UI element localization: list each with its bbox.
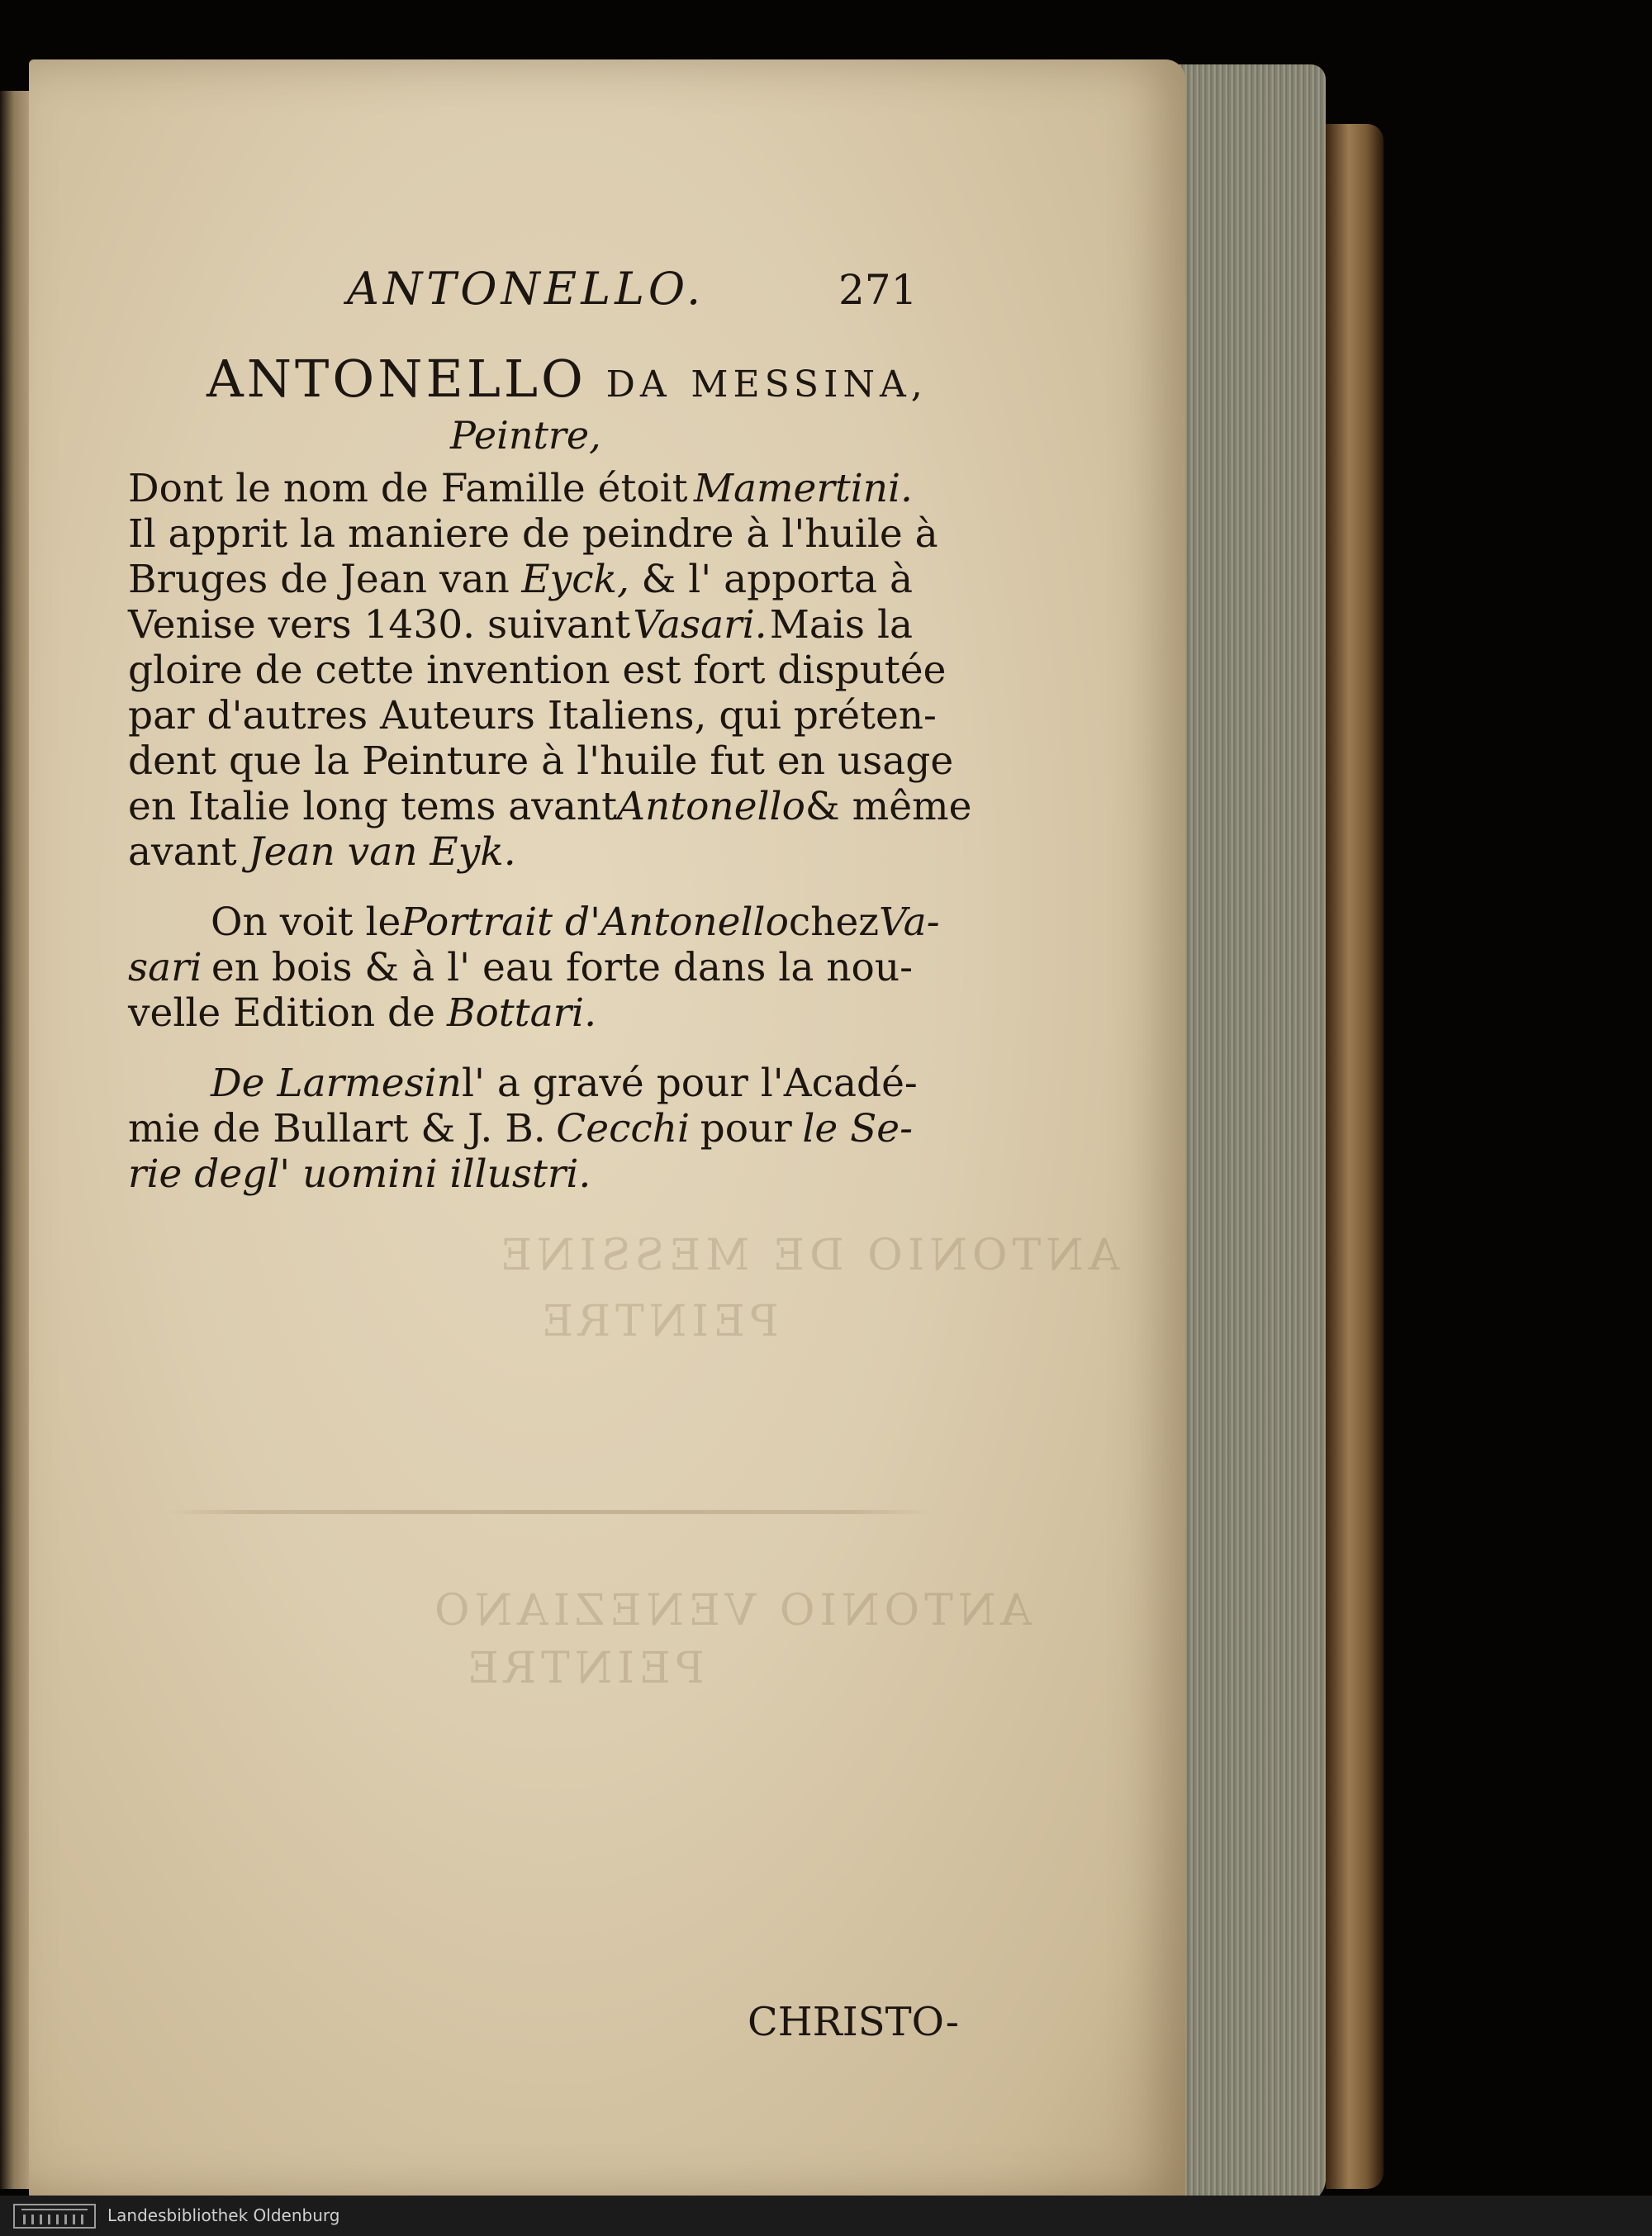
line-text: l' a gravé pour l'Acadé-: [461, 1061, 918, 1106]
line-text: en bois & à l' eau forte dans la nou-: [211, 945, 913, 990]
line-text: velle Edition de: [128, 990, 435, 1036]
line-text-italic: Jean van Eyk.: [248, 829, 516, 875]
text-line: [211, 900, 940, 945]
title-place: MESSINA,: [691, 363, 928, 406]
line-text: par d'autres Auteurs Italiens, qui préten-: [128, 693, 937, 738]
entry-title: [206, 349, 928, 409]
text-line: [128, 990, 913, 1036]
text-line: [128, 829, 913, 875]
show-through-text: ANTONIO DE MESSINE: [496, 1231, 1120, 1280]
line-text: & même: [805, 784, 972, 829]
book-cover-edge: [1326, 124, 1384, 2189]
title-name: ANTONELLO: [206, 349, 586, 409]
library-name: Landesbibliothek Oldenburg: [107, 2205, 340, 2225]
line-text-italic: De Larmesin: [211, 1061, 462, 1106]
line-text: chez: [788, 900, 880, 945]
text-line: [128, 602, 913, 648]
running-head: ANTONELLO.: [347, 263, 705, 315]
line-text-italic: Vasari.: [633, 602, 767, 648]
text-line: [128, 784, 972, 829]
text-line: [128, 1151, 913, 1197]
entry-subtitle: Peintre,: [450, 413, 601, 458]
line-text: On voit le: [211, 900, 401, 945]
catchword: CHRISTO-: [748, 1999, 959, 2045]
line-text: dent que la Peinture à l'huile fut en usage: [128, 738, 954, 784]
line-text: & l' apporta à: [641, 557, 913, 602]
line-text: mie de Bullart & J. B.: [128, 1106, 546, 1151]
line-text-italic: Mamertini.: [693, 466, 913, 511]
line-text: Bruges de Jean van: [128, 557, 510, 602]
line-text-italic: le Se-: [802, 1106, 913, 1151]
line-text: Venise vers 1430. suivant: [128, 602, 631, 648]
text-line: [128, 693, 937, 738]
line-text: Mais la: [769, 602, 913, 648]
text-line: [128, 648, 947, 693]
line-text-italic: Portrait d'Antonello: [401, 900, 789, 945]
text-line: [128, 557, 913, 602]
line-text-italic: rie degl' uomini illustri.: [128, 1151, 591, 1197]
line-text-italic: Eyck,: [521, 557, 629, 602]
line-text-italic: Antonello: [617, 784, 805, 829]
title-da: DA: [605, 363, 672, 406]
show-through-text: PEINTRE: [537, 1297, 779, 1346]
line-text: Dont le nom de Famille étoit: [128, 466, 688, 511]
text-line: [211, 1061, 918, 1106]
line-text: avant: [128, 829, 237, 875]
line-text-italic: Bottari.: [446, 990, 597, 1036]
page-number: 271: [838, 266, 918, 314]
line-text: Il apprit la maniere de peindre à l'huile à: [128, 511, 938, 557]
text-line: [128, 945, 913, 990]
library-building-icon: [13, 2204, 96, 2229]
viewer-footer: [0, 2196, 1652, 2236]
faint-rule: [165, 1510, 933, 1514]
line-text-italic: Va-: [879, 900, 940, 945]
line-text-italic: Cecchi: [556, 1106, 691, 1151]
text-line: [128, 466, 913, 511]
line-text: gloire de cette invention est fort disputée: [128, 648, 947, 693]
show-through-text: PEINTRE: [463, 1644, 705, 1693]
text-line: [128, 1106, 913, 1151]
show-through-text: ANTONIO VENEZIANO: [430, 1586, 1032, 1635]
page-edges: [1161, 64, 1326, 2204]
text-line: [128, 738, 954, 784]
text-line: [128, 511, 938, 557]
line-text: en Italie long tems avant: [128, 784, 618, 829]
line-text: pour: [700, 1106, 792, 1151]
line-text-italic: sari: [128, 945, 202, 990]
